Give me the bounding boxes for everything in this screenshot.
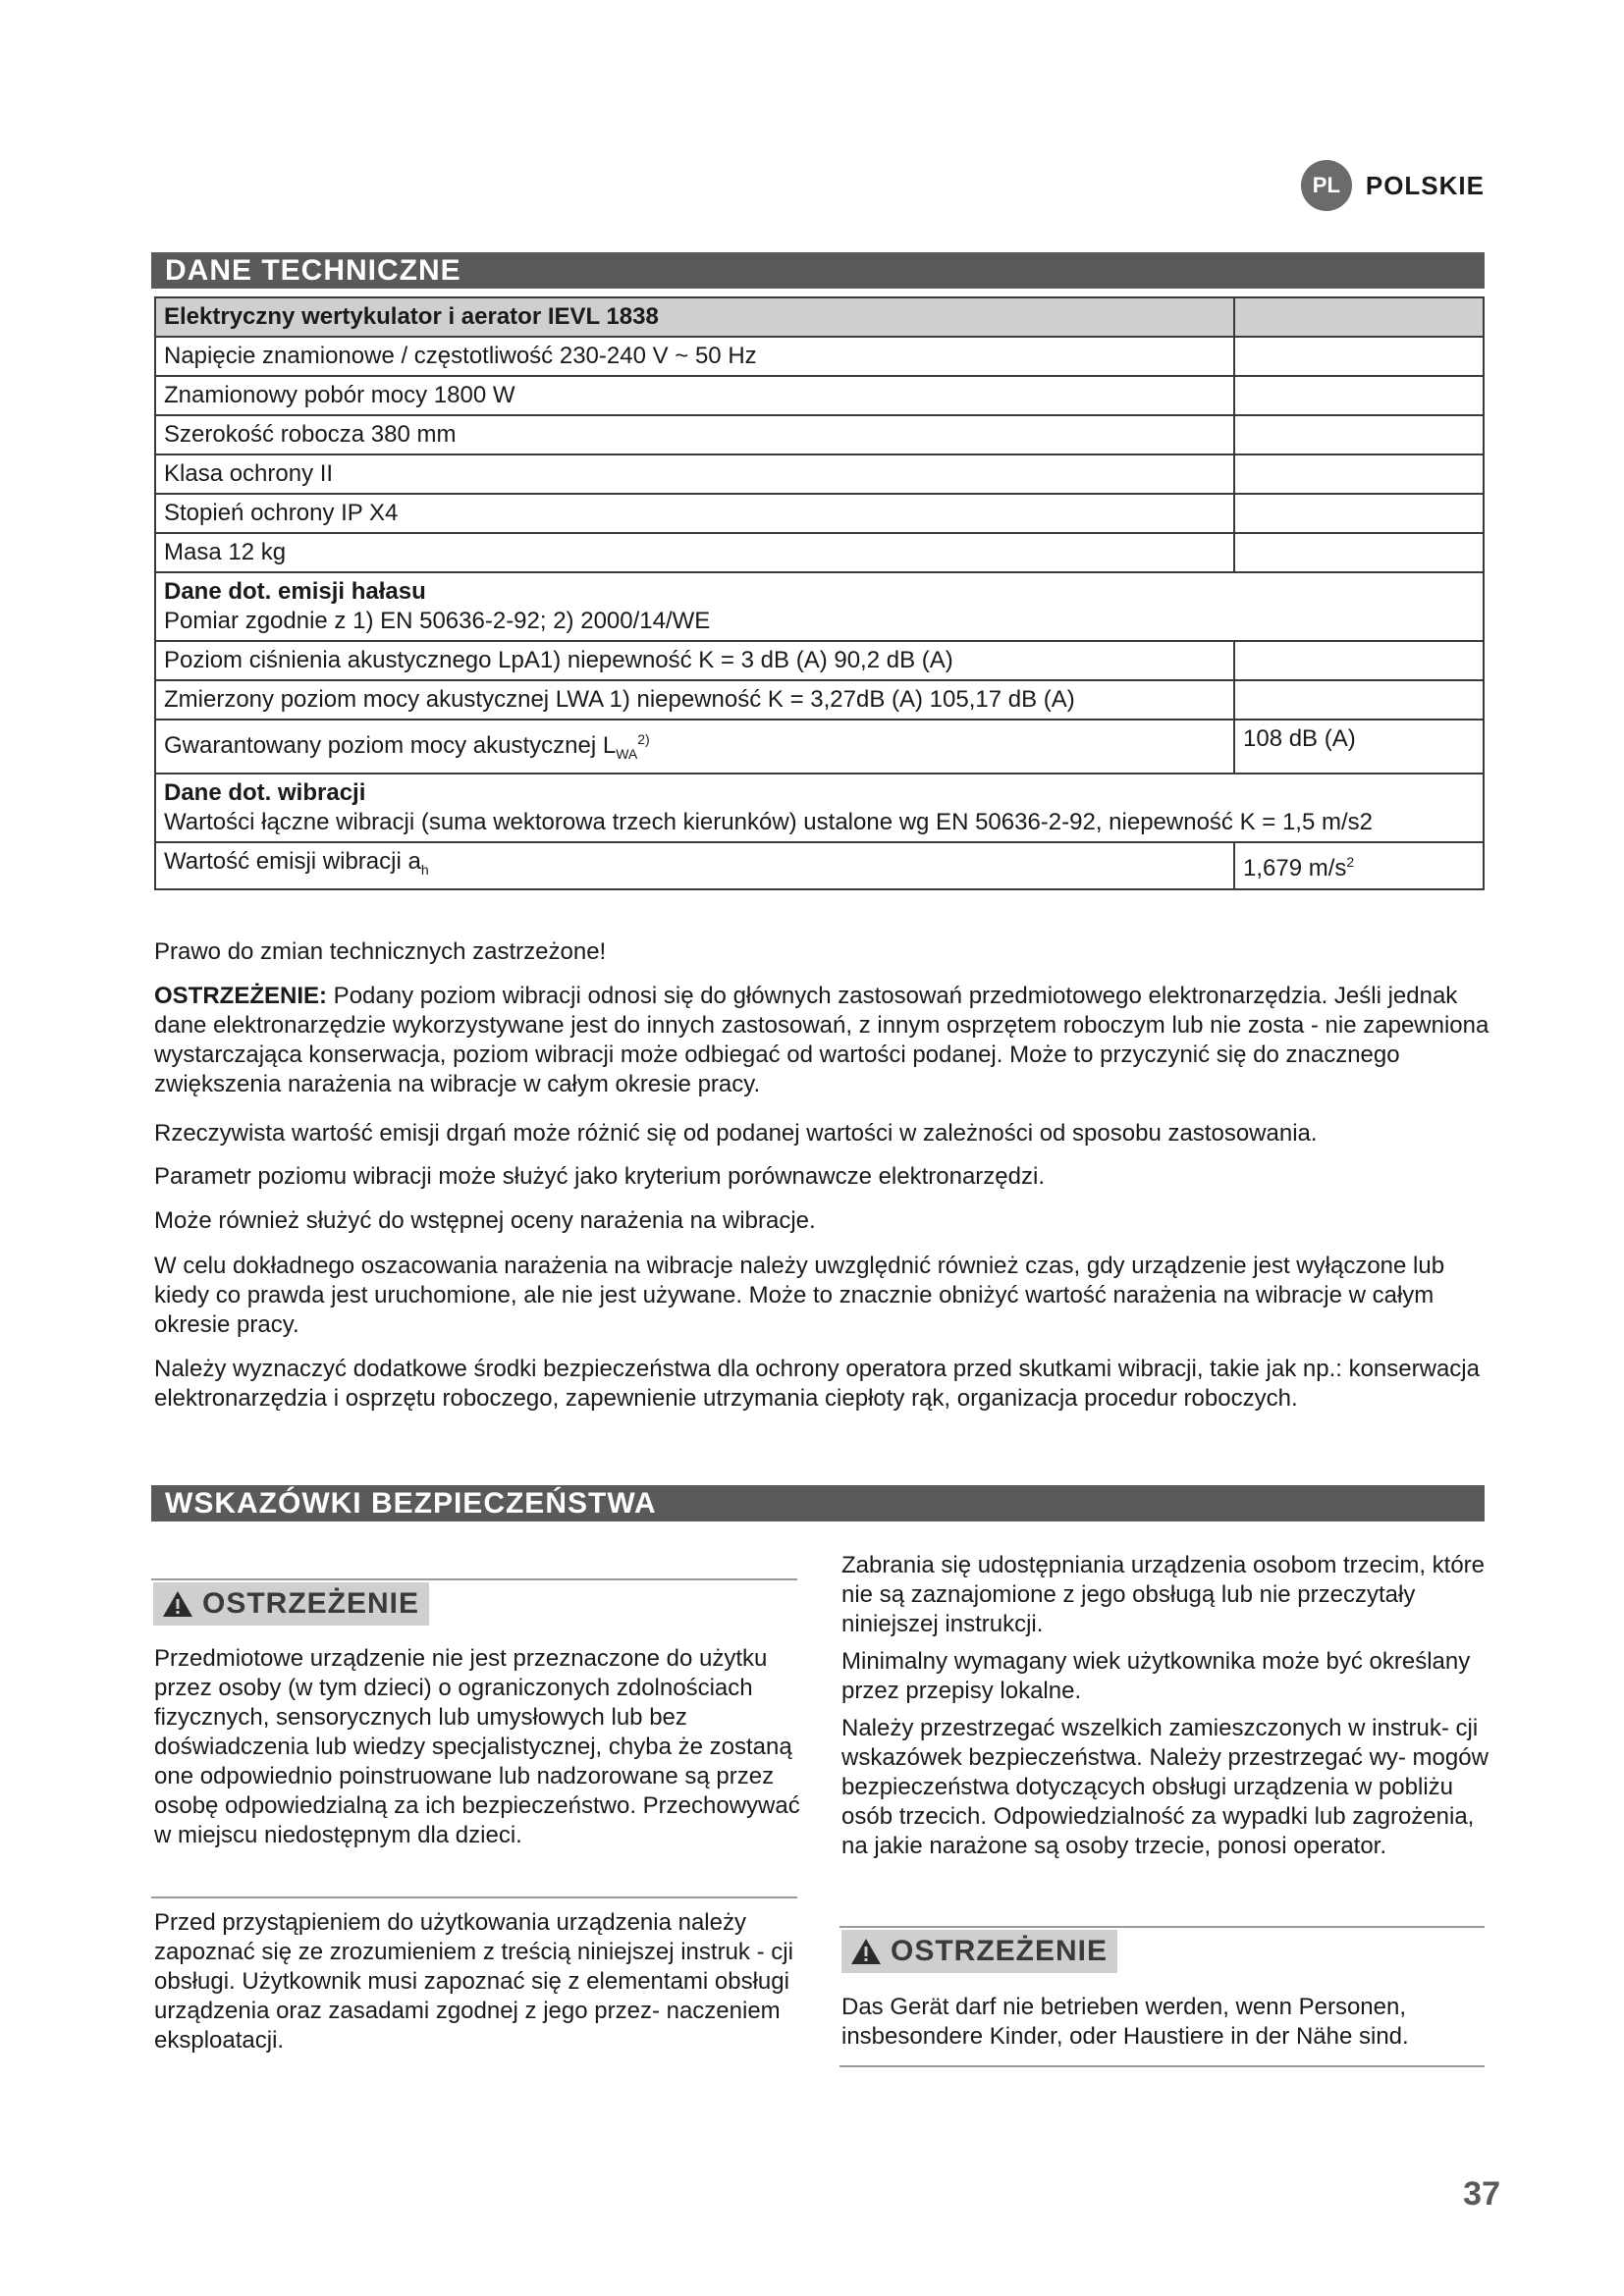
vibration-title: Dane dot. wibracji <box>164 778 366 806</box>
table-row: Masa 12 kg <box>155 533 1484 572</box>
tech-spec-table <box>154 296 1485 890</box>
warning-box-right <box>841 1930 1117 1973</box>
noise-subtitle: Pomiar zgodnie z 1) EN 50636-2-92; 2) 2000/14/WE <box>164 608 711 634</box>
left-text: Przed przystąpieniem do użytkowania urządzenia należy zapoznać się ze zrozumieniem z treścią niniejszej instruk - cji obsługi. Użytkownik musi zapoznać się z elementami obsługi urządzenia oraz zasadami zgodnej z jego przez- naczeniem eksploatacji. <box>154 1909 793 2054</box>
noise-title: Dane dot. emisji hałasu <box>164 578 426 605</box>
table-row: Szerokość robocza 380 mm <box>155 415 1484 454</box>
divider <box>839 2065 1485 2067</box>
left-warning-text: Przedmiotowe urządzenie nie jest przeznaczone do użytku przez osoby (w tym dzieci) o ograniczonych zdolnościach fizycznych, sensorycznych lub umysłowych lub bez doświadczenia lub wiedzy specjalistycznej, chyba że zostaną one odpowiednio poinstruowane lub nadzorowane są przez osobę odpowiedzialną za ich bezpieczeństwo. Przechowywać w miejscu niedostępnym dla dzieci. <box>154 1645 800 1848</box>
right-column <box>841 1551 1489 1869</box>
paragraph: W celu dokładnego oszacowania narażenia na wibracje należy uwzględnić również czas, gdy urządzenie jest wyłączone lub kiedy co prawda jest uruchomione, ale nie jest używane. Może to znacznie obniżyć wartość narażenia na wibracje w całym okresie pracy. <box>154 1253 1445 1338</box>
table-row: Znamionowy pobór mocy 1800 W <box>155 376 1484 415</box>
paragraph: Rzeczywista wartość emisji drgań może różnić się od podanej wartości w zależności od sposobu zastosowania. <box>154 1120 1318 1147</box>
paragraph: Należy wyznaczyć dodatkowe środki bezpieczeństwa dla ochrony operatora przed skutkami wibracji, takie jak np.: konserwacja elektronarzędzia i osprzętu roboczego, zapewnienie utrzymania ciepłoty rąk, organizacja procedur roboczych. <box>154 1356 1480 1412</box>
divider <box>839 1926 1485 1928</box>
noise-section-row <box>155 572 1484 641</box>
vibration-value: 1,679 m/s <box>1243 854 1347 881</box>
right-paragraph: Należy przestrzegać wszelkich zamieszczonych w instruk- cji wskazówek bezpieczeństwa. Należy przestrzegać wy- mogów bezpieczeństwa dotyczących obsługi urządzenia w pobliżu osób trzecich. Odpowiedzialność za wypadki lub zagrożenia, na jakie narażone są osoby trzecie, ponosi operator. <box>841 1715 1489 1859</box>
guaranteed-label: Gwarantowany poziom mocy akustycznej L <box>164 732 617 759</box>
table-title: Elektryczny wertykulator i aerator IEVL 1838 <box>155 297 1234 337</box>
language-badge: PL <box>1301 160 1352 211</box>
right-paragraph: Minimalny wymagany wiek użytkownika może być określany przez przepisy lokalne. <box>841 1648 1471 1704</box>
warning-triangle-icon <box>849 1937 883 1966</box>
divider <box>151 1896 797 1898</box>
language-header <box>1301 160 1485 211</box>
warning-label: OSTRZEŻENIE <box>202 1587 420 1620</box>
left-column <box>154 1644 802 1858</box>
left-column-lower <box>154 1908 802 2063</box>
table-row: Wartość emisji wibracji $a_h$ 1,679 $m/s^2$ <box>155 842 1484 889</box>
page-number: 37 <box>1463 2175 1500 2213</box>
language-name: POLSKIE <box>1365 170 1485 200</box>
paragraph: Parametr poziomu wibracji może służyć jako kryterium porównawcze elektronarzędzi. <box>154 1163 1045 1190</box>
table-row: Zmierzony poziom mocy akustycznej LWA 1) niepewność K = 3,27dB (A) 105,17 dB (A) <box>155 680 1484 720</box>
divider <box>151 1578 797 1580</box>
right-paragraph: Zabrania się udostępniania urządzenia osobom trzecim, które nie są zaznajomione z jego obsługą lub nie przeczytały niniejszej instrukcji. <box>841 1552 1486 1637</box>
tech-data-heading: DANE TECHNICZNE <box>151 252 1485 289</box>
warning-triangle-icon <box>161 1589 194 1619</box>
vibration-label: Wartość emisji wibracji a <box>164 847 421 875</box>
vibration-subtitle: Wartości łączne wibracji (suma wektorowa trzech kierunków) ustalone wg EN 50636-2-92, niepewność K = 1,5 m/s2 <box>164 808 1373 835</box>
vibration-section-row <box>155 774 1484 842</box>
table-title-row <box>155 297 1484 337</box>
right-warning-text: Das Gerät darf nie betrieben werden, wenn Personen, insbesondere Kinder, oder Haustiere in der Nähe sind. <box>841 1994 1409 2050</box>
table-row: Gwarantowany poziom mocy akustycznej $L_{WA}^{2)}$ 108 dB (A) <box>155 720 1484 774</box>
table-row: Napięcie znamionowe / częstotliwość 230-240 V ~ 50 Hz <box>155 337 1484 376</box>
warning-box-left <box>153 1582 429 1626</box>
table-row: Stopień ochrony IP X4 <box>155 494 1484 533</box>
right-warning-column <box>841 1993 1489 2059</box>
table-row: Poziom ciśnienia akustycznego LpA1) niepewność K = 3 dB (A) 90,2 dB (A) <box>155 641 1484 680</box>
guaranteed-value: 108 dB (A) <box>1243 725 1356 752</box>
table-row: Klasa ochrony II <box>155 454 1484 494</box>
paragraph: Prawo do zmian technicznych zastrzeżone! <box>154 938 607 965</box>
warning-label: OSTRZEŻENIE <box>891 1935 1109 1967</box>
warning-paragraph: OSTRZEŻENIE: Podany poziom wibracji odnosi się do głównych zastosowań przedmiotowego elektronarzędzia. Jeśli jednak dane elektronarzędzie wykorzystywane jest do innych zastosowań, z innym osprzętem roboczym lub nie zosta - nie zapewniona wystarczająca konserwacja, poziom wibracji może odbiegać od wartości podanej. Może to przyczynić się do znacznego zwiększenia narażenia na wibracje w całym okresie pracy. <box>154 983 1489 1097</box>
paragraph: Może również służyć do wstępnej oceny narażenia na wibracje. <box>154 1207 816 1234</box>
safety-heading: WSKAZÓWKI BEZPIECZEŃSTWA <box>151 1485 1485 1522</box>
